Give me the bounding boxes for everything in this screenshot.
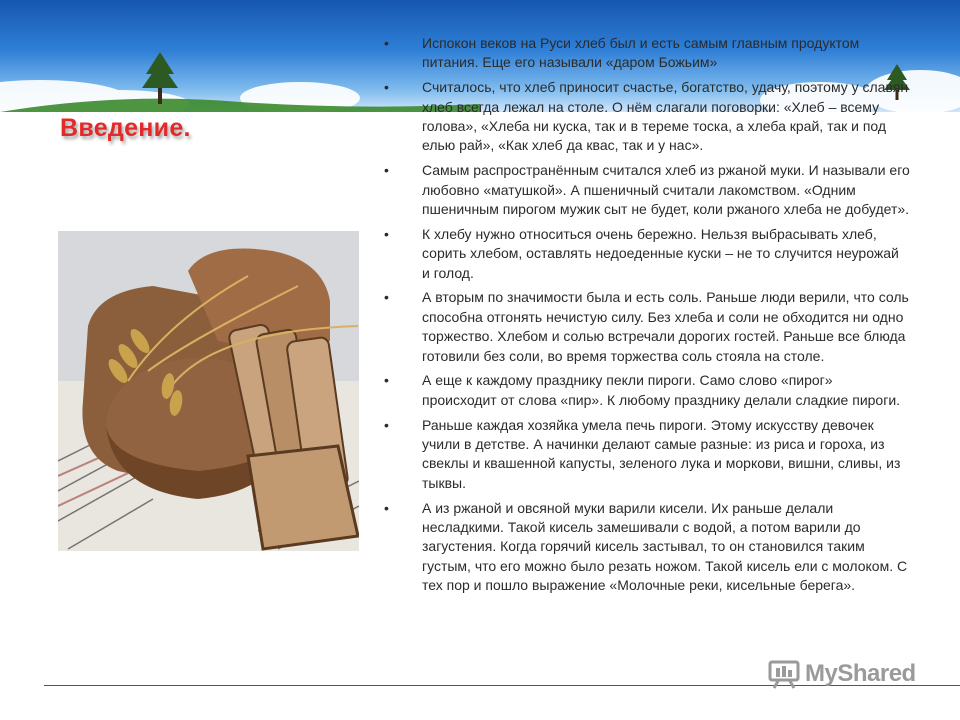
bullet-dot: •	[384, 289, 389, 306]
bullet-dot: •	[384, 416, 389, 433]
bullet-dot: •	[384, 79, 389, 96]
bullet-dot: •	[384, 35, 389, 51]
bullet-list	[378, 34, 910, 601]
bullet-text: Самым распространённым считался хлеб из ржаной муки. И называли его любовно «матушкой». А пшеничный считали лакомством. «Одним пшеничным пирогом мужик сыт не будет, коли ржаного хлеба не добудет».	[422, 162, 910, 218]
bullet-item	[378, 499, 910, 596]
bread-photo	[58, 231, 359, 551]
bullet-text: Считалось, что хлеб приносит счастье, богатство, удачу, поэтому у славян хлеб всегда лежал на столе. О нём слагали поговорки: «Хлеб – всему голова», «Хлеба ни куска, так и в тереме тоска, а хлеба край, так и под елью рай», «Как хлеб да квас, так и у нас».	[422, 79, 909, 154]
watermark-text: MyShared	[805, 660, 916, 687]
bullet-item	[378, 225, 910, 283]
bullet-text: Испокон веков на Руси хлеб был и есть самым главным продуктом питания. Еще его называли «даром Божьим»	[422, 35, 860, 71]
bullet-item	[378, 416, 910, 494]
bullet-text: А из ржаной и овсяной муки варили кисели. Их раньше делали несладкими. Такой кисель замешивали с водой, а потом варили до загустения. Когда горячий кисель застывал, то он становился таким густым, что его можно было резать ножом. Такой кисель ели с молоком. С тех пор и пошло выражение «Молочные реки, кисельные берега».	[422, 499, 908, 594]
bullet-item	[378, 34, 910, 73]
bullet-dot: •	[384, 372, 389, 389]
bullet-item	[378, 288, 910, 366]
bullet-text: А еще к каждому празднику пекли пироги. Само слово «пирог» происходит от слова «пир». К любому празднику делали сладкие пироги.	[422, 372, 901, 408]
bullet-item	[378, 371, 910, 410]
bullet-item	[378, 161, 910, 219]
bullet-text: Раньше каждая хозяйка умела печь пироги. Этому искусству девочек учили в детстве. А начинки делают самые разные: из риса и гороха, из свеклы и квашенной капусты, зеленого лука и моркови, вишни, сливы, из тыквы.	[422, 416, 901, 491]
bullet-text: А вторым по значимости была и есть соль. Раньше люди верили, что соль способна отгонять нечистую силу. Без хлеба и соли не обходится ни одно торжество. Хлебом и солью встречали дорогих гостей. Раньше все блюда готовили без соли, во время торжества соль стояла на столе.	[422, 289, 909, 364]
bullet-dot: •	[384, 499, 389, 516]
bullet-text: К хлебу нужно относиться очень бережно. Нельзя выбрасывать хлеб, сорить хлебом, оставлять недоеденные куски – не то случится неурожай и голод.	[422, 225, 899, 281]
slide-title: Введение.	[60, 114, 191, 142]
bullet-dot: •	[384, 162, 389, 179]
presentation-board-icon	[768, 659, 802, 689]
myshared-watermark	[768, 659, 928, 689]
bullet-dot: •	[384, 225, 389, 242]
bullet-item	[378, 78, 910, 156]
